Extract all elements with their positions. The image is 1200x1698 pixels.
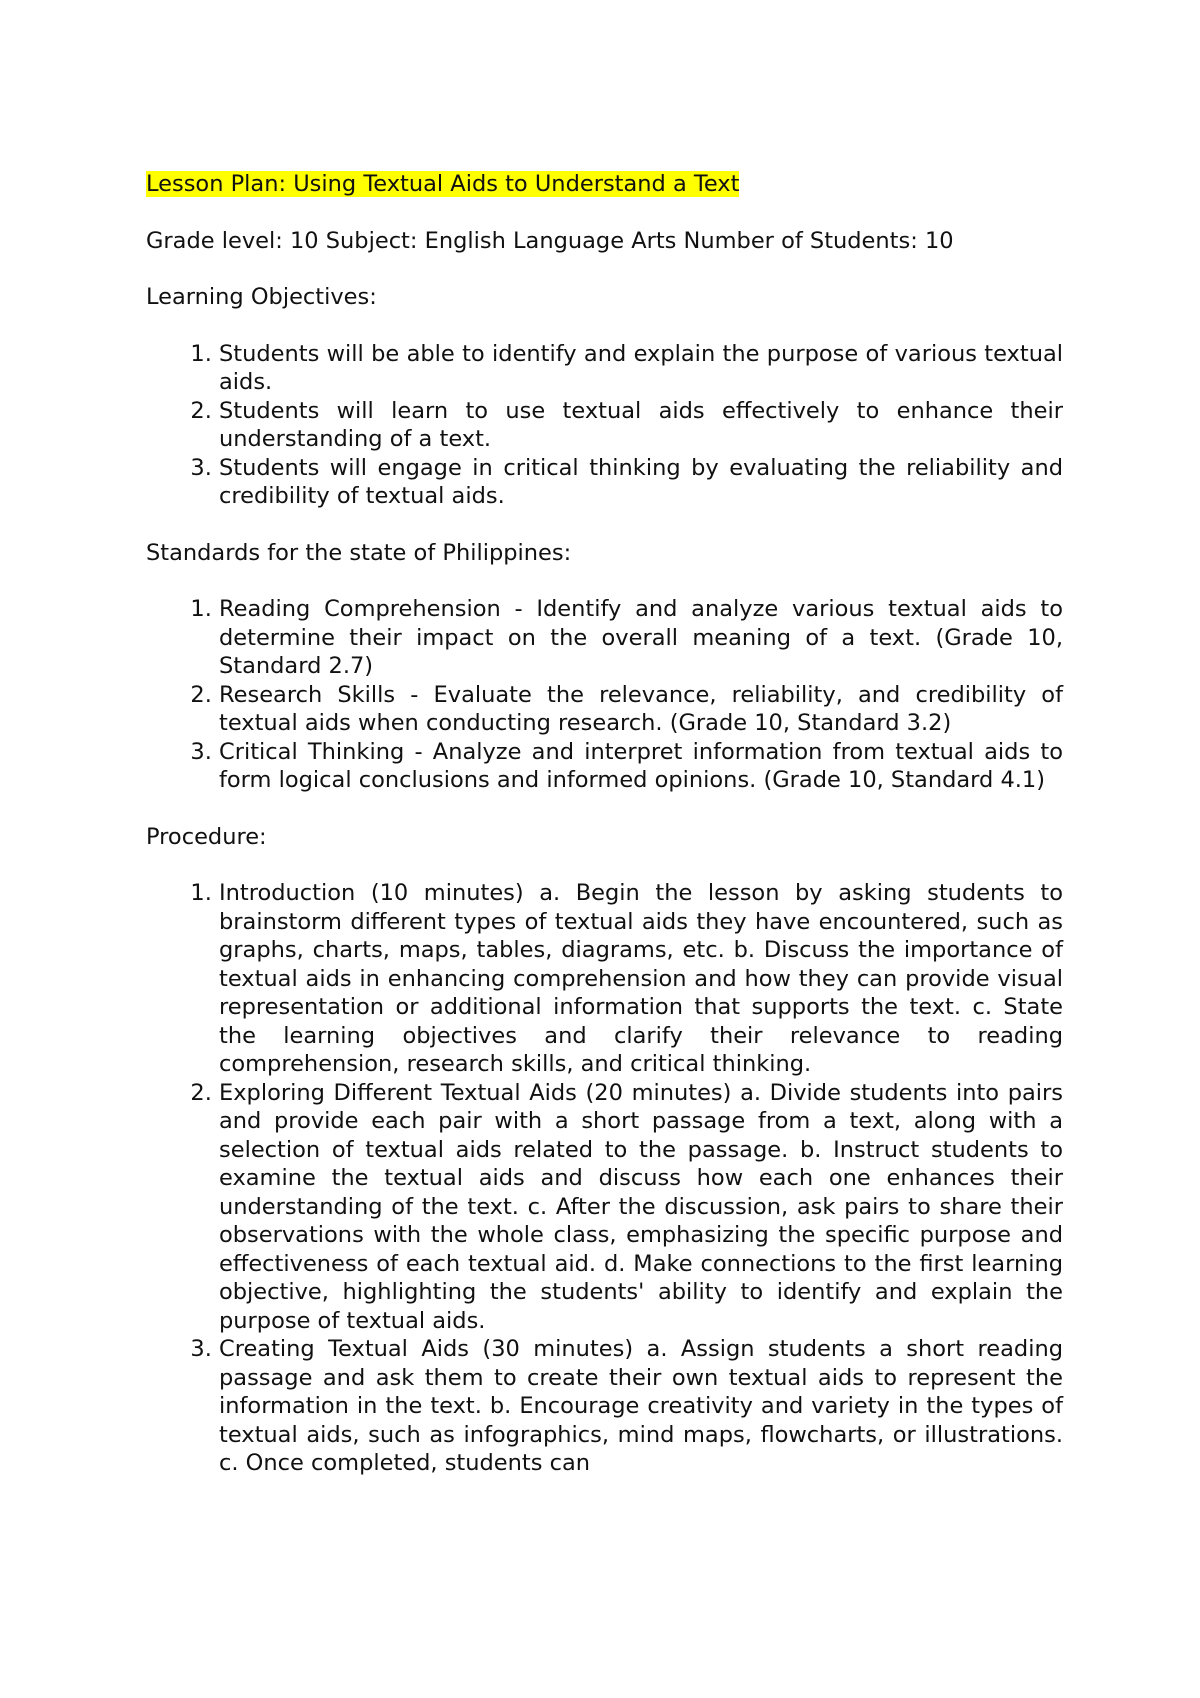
document-page	[146, 170, 1063, 1478]
standards-heading: Standards for the state of Philippines:	[146, 539, 572, 566]
info-line: Grade level: 10 Subject: English Language Arts Number of Students: 10	[146, 227, 954, 254]
list-item: 2. Students will learn to use textual aids effectively to enhance their understanding of a text.	[219, 397, 1063, 454]
list-item: 3. Critical Thinking - Analyze and interpret information from textual aids to form logical conclusions and informed opinions. (Grade 10, Standard 4.1)	[219, 738, 1063, 795]
objectives-list	[146, 340, 1063, 511]
procedure-heading: Procedure:	[146, 823, 267, 850]
list-item: 1. Reading Comprehension - Identify and analyze various textual aids to determine their impact on the overall meaning of a text. (Grade 10, Standard 2.7)	[219, 595, 1063, 681]
standards-list	[146, 595, 1063, 795]
document-title	[146, 170, 1063, 199]
objectives-heading: Learning Objectives:	[146, 284, 377, 310]
list-item: 1. Introduction (10 minutes) a. Begin the lesson by asking students to brainstorm different types of textual aids they have encountered, such as graphs, charts, maps, tables, diagrams, etc. b. Discuss the importance of textual aids in enhancing comprehension and how they can provide visual representation or additional information that supports the text. c. State the learning objectives and clarify their relevance to reading comprehension, research skills, and critical thinking.	[219, 879, 1063, 1079]
list-item: 1. Students will be able to identify and explain the purpose of various textual aids.	[219, 340, 1063, 397]
procedure-list	[146, 879, 1063, 1478]
list-item: 2. Exploring Different Textual Aids (20 minutes) a. Divide students into pairs and provide each pair with a short passage from a text, along with a selection of textual aids related to the passage. b. Instruct students to examine the textual aids and discuss how each one enhances their understanding of the text. c. After the discussion, ask pairs to share their observations with the whole class, emphasizing the specific purpose and effectiveness of each textual aid. d. Make connections to the first learning objective, highlighting the students' ability to identify and explain the purpose of textual aids.	[219, 1079, 1063, 1336]
title-highlight: Lesson Plan: Using Textual Aids to Understand a Text	[146, 171, 740, 197]
list-item: 3. Students will engage in critical thinking by evaluating the reliability and credibility of textual aids.	[219, 454, 1063, 511]
list-item: 3. Creating Textual Aids (30 minutes) a. Assign students a short reading passage and ask them to create their own textual aids to represent the information in the text. b. Encourage creativity and variety in the types of textual aids, such as infographics, mind maps, flowcharts, or illustrations. c. Once completed, students can	[219, 1335, 1063, 1478]
list-item: 2. Research Skills - Evaluate the relevance, reliability, and credibility of textual aids when conducting research. (Grade 10, Standard 3.2)	[219, 681, 1063, 738]
